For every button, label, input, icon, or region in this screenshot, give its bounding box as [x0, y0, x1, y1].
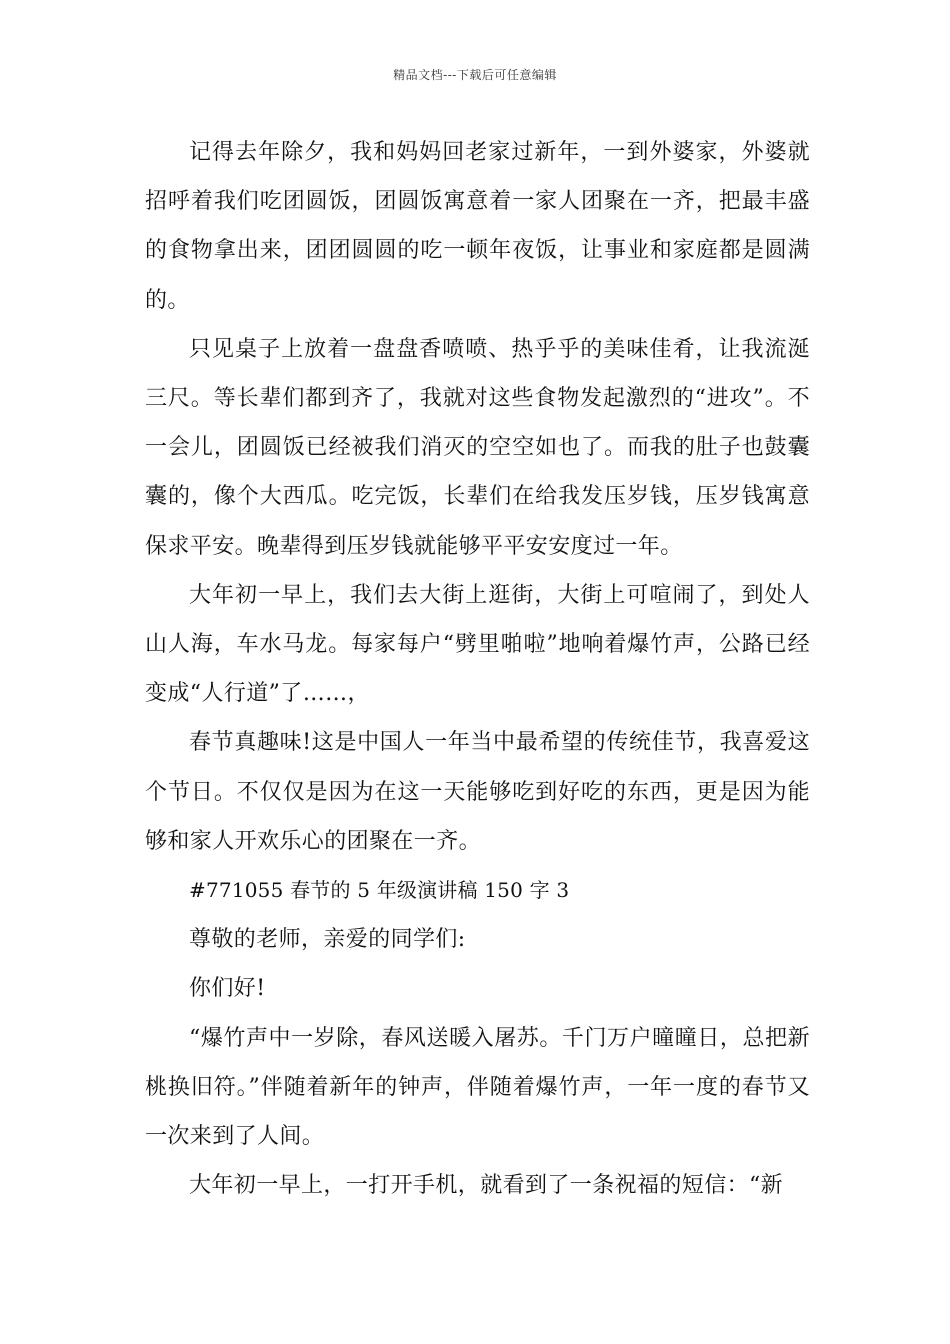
section-heading: #771055 春节的 5 年级演讲稿 150 字 3: [189, 878, 570, 903]
greeting: 你们好!: [189, 976, 266, 1002]
salutation: 尊敬的老师，亲爱的同学们:: [189, 927, 466, 953]
paragraph-4: 春节真趣味!这是中国人一年当中最希望的传统佳节，我喜爱这个节日。不仅仅是因为在这一天能够吃到好吃的东西，更是因为能够和家人开欢乐心的团聚在一齐。: [145, 730, 810, 854]
paragraph-5: “爆竹声中一岁除，春风送暖入屠苏。千门万户曈曈日，总把新桃换旧符。”伴随着新年的钟声，伴随着爆竹声，一年一度的春节又一次来到了人间。: [145, 1025, 810, 1150]
paragraph-6: 大年初一早上，一打开手机，就看到了一条祝福的短信：“新: [189, 1173, 784, 1199]
page-header: 精品文档---下载后可任意编辑: [393, 68, 557, 82]
paragraph-2: 只见桌子上放着一盘盘香喷喷、热乎乎的美味佳肴，让我流涎三尺。等长辈们都到齐了，我就对这些食物发起激烈的“进攻”。不一会儿，团圆饭已经被我们消灭的空空如也了。而我的肚子也鼓囊囊的，像个大西瓜。吃完饭，长辈们在给我发压岁钱，压岁钱寓意保求平安。晚辈得到压岁钱就能够平平安安度过一年。: [145, 336, 810, 559]
paragraph-1: 记得去年除夕，我和妈妈回老家过新年，一到外婆家，外婆就招呼着我们吃团圆饭，团圆饭寓意着一家人团聚在一齐，把最丰盛的食物拿出来，团团圆圆的吃一顿年夜饭，让事业和家庭都是圆满的。: [145, 140, 810, 313]
document-body: [145, 128, 810, 1210]
paragraph-3: 大年初一早上，我们去大街上逛街，大街上可喧闹了，到处人山人海，车水马龙。每家每户“劈里啪啦”地响着爆竹声，公路已经变成“人行道”了……，: [145, 582, 810, 707]
